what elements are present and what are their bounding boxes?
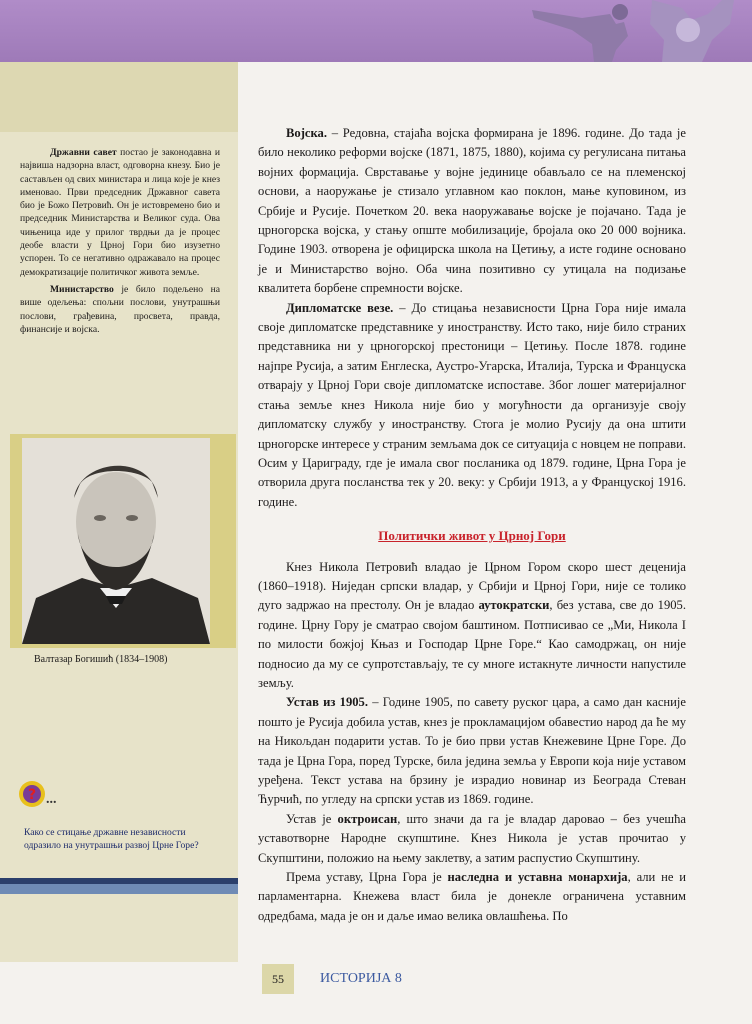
section-heading: Политички живот у Црној Гори xyxy=(378,528,566,544)
state-council-paragraph xyxy=(20,146,220,279)
diplomacy-text: – До стицања независности Црна Гора није имала своје дипломатске представнике у иностранству. Исто тако, није било страних представника ни у црногорској престоници – Цетињу. После 1878. године најпре Русија, а затим Енглеска, Аустро-Угарска, Италија, Турска и Француска отварају у Црној Гори своје дипломатске испоставе. Због лошег материјалног стања земље кнез Никола није био у могућности да организује своју дипломатску службу у иностранству. Стога је молио Русију да она штити црногорске интересе у страним земљама док се ситуација с новцем не поправи. Осим у Цариграду, где је имала свог посланика од 1879. године, Црна Гора је отворила друга посланства тек у 20. веку: у Србији 1913, а у Француској 1916. године. xyxy=(258,300,686,509)
constitution-paragraph xyxy=(258,693,686,809)
page-number: 55 xyxy=(262,964,294,994)
state-council-term: Државни савет xyxy=(50,147,117,158)
constitution-term: Устав из 1905. xyxy=(286,695,368,710)
sidebar-bottom-bar-light xyxy=(0,884,238,894)
main-article xyxy=(258,124,686,926)
page-footer xyxy=(262,964,422,994)
svg-text:?: ? xyxy=(27,787,37,803)
sidebar-header-band xyxy=(0,62,238,132)
octroyed-term: октроисан xyxy=(337,811,398,826)
question-mark-icon xyxy=(18,780,46,808)
army-term: Војска. xyxy=(286,126,327,140)
autocratic-term: аутократски xyxy=(478,598,550,613)
army-text: – Редовна, стајаћа војска формирана је 1896. године. До тада је било неколико реформи војске (1871, 1875, 1880), којима су регулисана питања војних формација. Сврставање у војне јединице обављало се на племенској основи, а наоружање је стизало углавном као поклон, мање куповином, из Србије и Русије. Почетком 20. века наоружавање војске је појачано. Тада је црногорска војска, у стању опште мобилизације, бројала око 20 000 војника. Године 1903. отворена је официрска школа на Цетињу, а исте године основано је и Министарство војно. Оба чина позитивно су утицала на подизање квалитета борбене спремности војске. xyxy=(258,126,686,296)
portrait-caption: Валтазар Богишић (1834–1908) xyxy=(34,654,168,665)
monarchy-term: наследна и уставна монархија xyxy=(447,870,628,885)
army-paragraph xyxy=(258,124,686,299)
portrait-photo xyxy=(22,438,210,644)
monarchy-text-a: Према уставу, Црна Гора је xyxy=(286,870,448,885)
sidebar-text xyxy=(20,146,220,340)
prince-nikola-text-c: , без устава, све до 1905. године. Црну Гору је сматрао својом баштином. Потписивао се „Ми, Никола I по милости божјој Књаз и Господар Црне Горе.“ Као самодржац, он није подносио да му се супротстављају, те су многе истакнуте личности напустиле земљу. xyxy=(258,598,686,690)
state-council-text: постао је законодавна и највиша надзорна власт, одговорна кнезу. Био је састављен од свих министара и лица које је кнез именовао. Први председник Државног савета био је Божо Петровић. Он је истовремено био и председник Министарства и Великог суда. Ова чињеница иде у прилог тврдњи да је процес деобе власти у Црној Гори био изузетно успорен. То се негативно одражавало на процес демократизације политичког живота земље. xyxy=(20,147,220,278)
octroyed-text-a: Устав је xyxy=(286,811,338,826)
diplomacy-term: Дипломатске везе. xyxy=(286,300,394,315)
ministry-text: је било подељено на више одељења: спољни послови, унутрашњи послови, грађевина, просвета, правда, финансије и војска. xyxy=(20,283,220,335)
question-dots: ... xyxy=(46,792,57,807)
prince-nikola-text-a: Кнез Никола Петровић владао је Црном Гором скоро шест деценија (1860–1918). Ниједан српски владар, у Србији и Црној Гори, није се толико дуго задржао на престолу. Он је владао xyxy=(258,559,686,613)
review-question: Како се стицање државне независности одразило на унутрашњи развој Црне Горе? xyxy=(24,827,199,851)
book-title: ИСТОРИЈА 8 xyxy=(320,971,402,986)
statue-banner-image xyxy=(512,0,752,62)
octroyed-paragraph xyxy=(258,810,686,868)
constitution-text: – Године 1905, по савету руског цара, а само дан касније пошто је Русија добила устав, кнез је прокламацијом обавестио народ да ће му на Никољдан подарити устав. То је био први устав Кнежевине Црне Горе. До тада је Црна Гора, поред Турске, била једина земља у Европи која није уставом уређена. Текст устава на брзину је израдио новинар из Београда Стеван Ћурчић, по угледу на српски устав из 1869. године. xyxy=(258,695,686,807)
octroyed-text-c: , што значи да га је владар даровао – без учешћа уставотворне Народне скупштине. Кнез Никола је устав прочитао у Скупштини, положио на њему заклетву, а затим распустио Скупштину. xyxy=(258,811,686,865)
prince-nikola-paragraph xyxy=(258,558,686,694)
monarchy-paragraph xyxy=(258,868,686,926)
monarchy-text-c: , али не и парламентарна. Кнежева власт била је донекле ограничена уставним одредбама, мада је он и даље имао велика овлашћења. По xyxy=(258,870,686,923)
ministry-term: Министарство xyxy=(50,283,114,295)
diplomacy-paragraph xyxy=(258,299,686,512)
ministry-paragraph xyxy=(20,283,220,336)
